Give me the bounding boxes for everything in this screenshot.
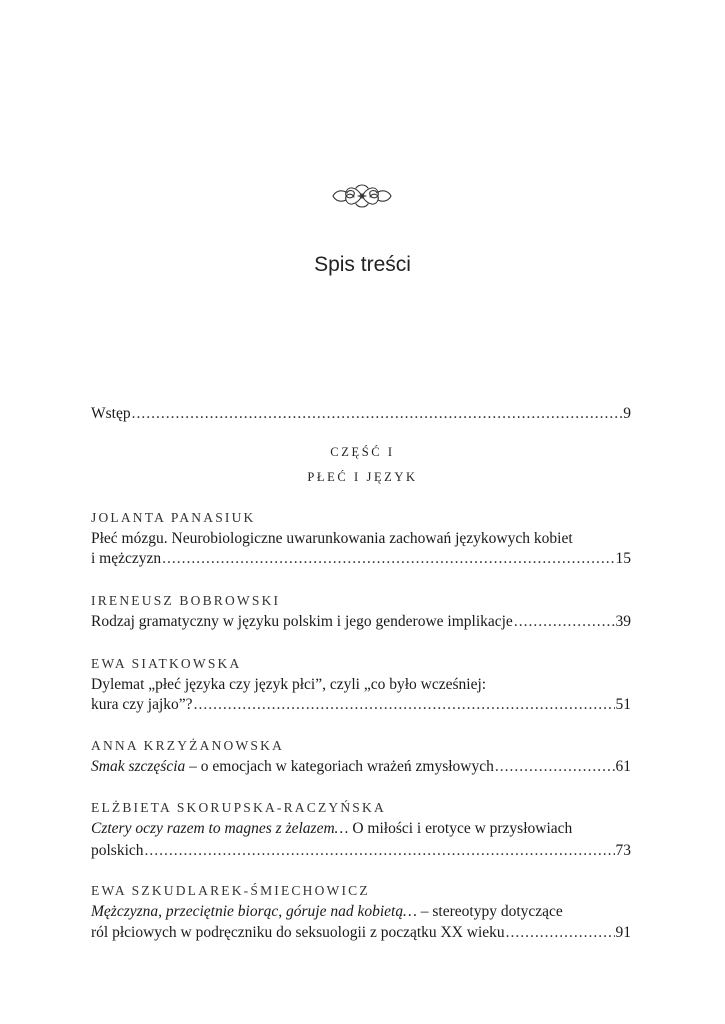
entry-title-line[interactable] (91, 902, 631, 922)
toc-entry[interactable] (91, 695, 631, 715)
toc-entry[interactable] (91, 757, 631, 777)
page-number: 61 (615, 758, 631, 775)
entry-title-italic: Smak szczęścia (91, 758, 186, 775)
toc-entry[interactable] (91, 612, 631, 632)
entry-title-line: polskich (91, 842, 144, 859)
toc-entry[interactable] (91, 549, 631, 569)
part-number: CZĘŚĆ I (330, 445, 395, 459)
entry-title-line: ról płciowych w podręczniku do seksuologii z początku XX wieku (91, 924, 505, 941)
page-number: 15 (615, 550, 631, 567)
entry-title-line[interactable] (91, 819, 631, 839)
part-title: PŁEĆ I JĘZYK (307, 470, 418, 484)
entry-title-rest: – o emocjach w kategoriach wrażeń zmysłowych (185, 758, 494, 775)
page-number: 39 (615, 613, 631, 630)
dot-leader (132, 404, 623, 424)
entry-title-line: i mężczyzn (91, 550, 162, 567)
dot-leader (495, 757, 615, 777)
entry-author: IRENEUSZ BOBROWSKI (91, 593, 281, 608)
entry-title-rest: O miłości i erotyce w przysłowiach (348, 820, 573, 837)
entry-title-line[interactable]: Płeć mózgu. Neurobiologiczne uwarunkowania zachowań językowych kobiet (91, 530, 573, 547)
entry-title-rest: – stereotypy dotyczące (416, 903, 563, 920)
toc-entry-title: Wstęp (91, 405, 131, 422)
page-number: 9 (623, 405, 631, 422)
entry-title-italic: Mężczyzna, przeciętnie biorąc, góruje nad kobietą… (91, 903, 417, 920)
toc-entry[interactable] (91, 923, 631, 943)
toc-entry-intro[interactable] (91, 404, 631, 424)
dot-leader (194, 695, 615, 715)
dot-leader (506, 923, 615, 943)
entry-title-line: kura czy jajko”? (91, 696, 193, 713)
entry-title-italic: Cztery oczy razem to magnes z żelazem… (91, 820, 349, 837)
entry-title-line: Rodzaj gramatyczny w języku polskim i jego genderowe implikacje (91, 613, 513, 630)
entry-author: EWA SZKUDLAREK-ŚMIECHOWICZ (91, 883, 370, 898)
fleuron-ornament-icon (330, 180, 394, 212)
page-number: 91 (615, 924, 631, 941)
dot-leader (162, 549, 614, 569)
dot-leader (514, 612, 615, 632)
entry-author: ELŻBIETA SKORUPSKA-RACZYŃSKA (91, 800, 386, 815)
entry-author: JOLANTA PANASIUK (91, 510, 256, 525)
dot-leader (145, 841, 615, 861)
page-number: 73 (615, 842, 631, 859)
entry-author: ANNA KRZYŻANOWSKA (91, 738, 285, 753)
entry-title-line[interactable]: Dylemat „płeć języka czy język płci”, czyli „co było wcześniej: (91, 676, 487, 693)
page-number: 51 (615, 696, 631, 713)
page-title: Spis treści (314, 253, 411, 276)
toc-entry[interactable] (91, 841, 631, 861)
entry-title-line (91, 757, 494, 777)
entry-author: EWA SIATKOWSKA (91, 656, 242, 671)
